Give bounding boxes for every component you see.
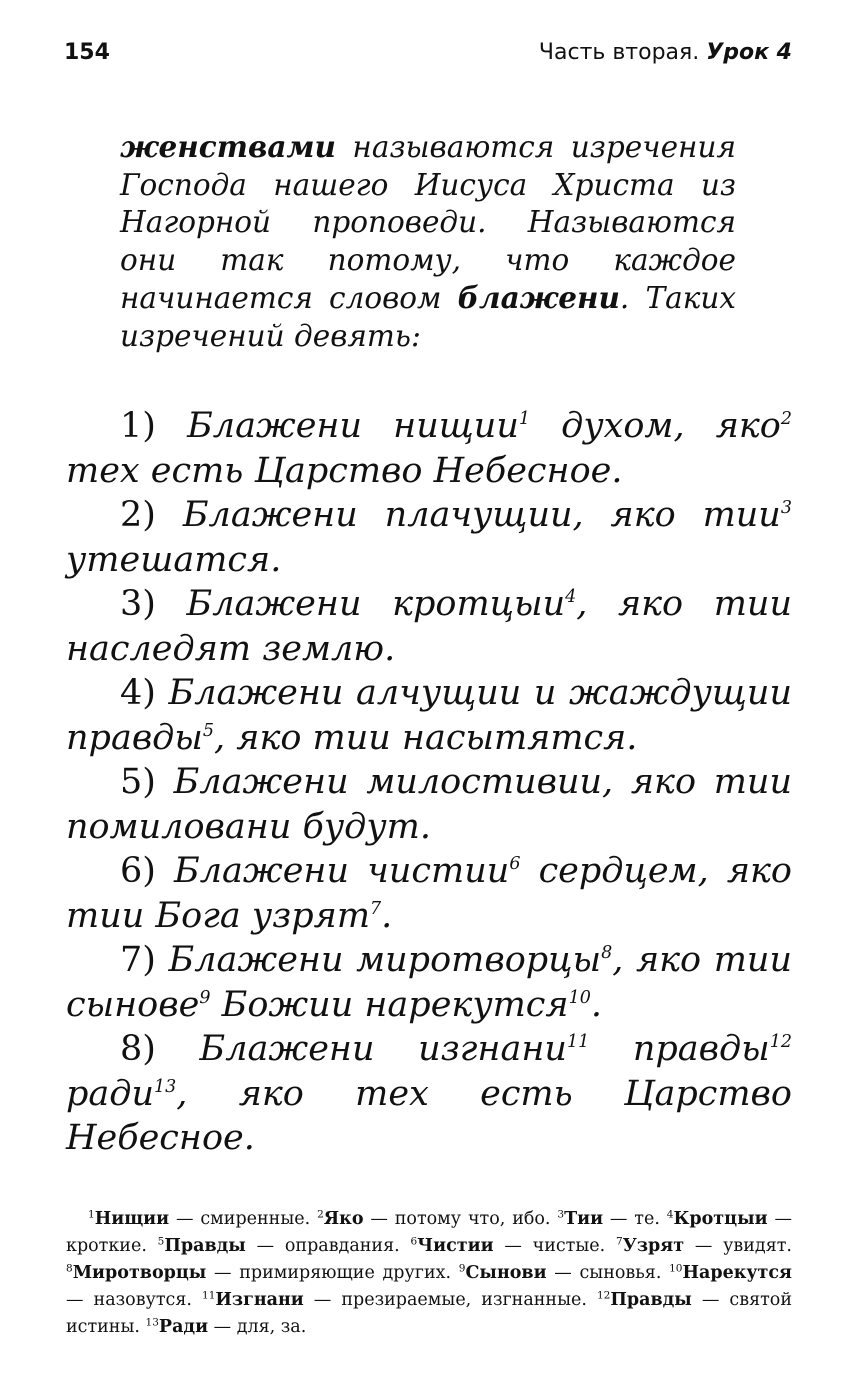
footnote-marker: 9	[199, 987, 211, 1008]
beatitude-item	[66, 849, 792, 938]
footnote-term: Нарекутся	[682, 1263, 792, 1283]
beatitude-text: , яко тии сынове	[66, 940, 792, 1025]
intro-text-2: . Таких изречений девять:	[120, 281, 736, 353]
beatitude-text: Божии нарекутся	[210, 984, 569, 1025]
lesson-title: Урок 4	[706, 40, 792, 65]
footnote-number: 10	[669, 1262, 683, 1275]
footnote-term: Правды	[610, 1290, 692, 1310]
footnote-marker: 5	[202, 720, 215, 741]
footnote-term: Нищии	[94, 1209, 170, 1229]
beatitude-text: ради	[66, 1073, 154, 1114]
footnote-definition: — потому что, ибо.	[363, 1209, 558, 1229]
footnote-marker: 2	[780, 408, 792, 429]
beatitude-text: , яко тех есть Царство Небесное.	[66, 1073, 792, 1158]
footnote-marker: 3	[780, 497, 792, 518]
footnote-number: 2	[317, 1208, 324, 1221]
footnote-definition: — презираемые, изгнанные.	[303, 1290, 597, 1310]
footnote-marker: 13	[154, 1076, 177, 1097]
footnote-term: Правды	[164, 1236, 246, 1256]
footnotes	[66, 1206, 792, 1341]
footnote-marker: 12	[769, 1031, 792, 1052]
footnote-definition: — святой истины.	[66, 1290, 792, 1337]
beatitude-number: 5)	[120, 762, 156, 802]
beatitude-text: Блажени алчущии и жаждущии правды	[66, 673, 792, 758]
footnote-marker: 1	[518, 408, 531, 429]
footnote-number: 12	[596, 1289, 611, 1302]
beatitude-number: 8)	[120, 1029, 156, 1069]
footnote-marker: 6	[509, 853, 521, 874]
beatitude-number: 2)	[120, 495, 156, 535]
beatitude-number: 3)	[120, 584, 156, 624]
beatitudes-list	[66, 404, 792, 1161]
footnote-number: 8	[66, 1262, 73, 1275]
footnote	[146, 1317, 307, 1337]
footnote	[616, 1236, 792, 1256]
footnote-term: Кротцыи	[673, 1209, 768, 1229]
footnote-number: 3	[557, 1208, 565, 1221]
footnote-term: Тии	[564, 1209, 604, 1229]
footnote	[158, 1236, 411, 1256]
beatitude-item	[66, 582, 792, 671]
footnote-marker: 4	[565, 586, 577, 607]
footnote-definition: — те.	[603, 1209, 667, 1229]
footnote-number: 13	[145, 1316, 159, 1329]
footnote-term: Ради	[158, 1317, 209, 1337]
footnote-number: 4	[666, 1208, 674, 1221]
footnote-term: Изгнани	[215, 1290, 304, 1310]
running-head	[539, 40, 792, 65]
intro-term: женствами	[120, 129, 336, 164]
footnote-term: Яко	[323, 1209, 364, 1229]
beatitude-text: Блажени нищии	[155, 406, 519, 446]
beatitude-text: утешатся.	[66, 539, 282, 580]
footnote-term: Чистии	[417, 1236, 494, 1256]
beatitude-item	[66, 671, 792, 760]
footnote	[202, 1290, 597, 1310]
footnote-definition: — примиряющие других.	[206, 1263, 459, 1283]
beatitude-item	[66, 760, 792, 849]
footnote-term: Сынови	[465, 1263, 547, 1283]
intro-keyword: блажени	[457, 280, 620, 315]
footnote	[410, 1236, 616, 1256]
beatitude-text: тех есть Царство Небесное.	[66, 450, 623, 491]
beatitude-text: сердцем, яко тии Бога узрят	[66, 851, 792, 936]
footnote-term: Узрят	[622, 1236, 685, 1256]
intro-text-1: называются изречения Господа нашего Иисуса Христа из Нагорной проповеди. Называются они так потому, что каждое начинается словом	[120, 130, 736, 315]
footnote-number: 6	[410, 1235, 418, 1248]
footnote-definition: — назовутся.	[66, 1290, 203, 1310]
beatitude-number: 1)	[120, 406, 156, 446]
footnote-number: 1	[88, 1208, 95, 1221]
footnote-definition: — оправдания.	[245, 1236, 411, 1256]
beatitude-item	[66, 1027, 792, 1161]
footnote-number: 11	[202, 1289, 216, 1302]
footnote-term: Миротворцы	[72, 1263, 207, 1283]
beatitude-number: 4)	[120, 673, 156, 713]
footnote	[557, 1209, 666, 1229]
beatitude-item	[66, 938, 792, 1027]
beatitude-number: 7)	[120, 940, 156, 980]
footnote-marker: 10	[568, 987, 591, 1008]
beatitude-text: , яко тии наследят землю.	[66, 584, 792, 669]
footnote-definition: — кроткие.	[66, 1209, 792, 1256]
beatitude-item	[66, 493, 792, 582]
beatitude-text: Блажени миротворцы	[155, 940, 602, 980]
section-title: Часть вторая.	[538, 40, 700, 65]
footnote-number: 5	[157, 1235, 165, 1248]
footnote-number: 7	[615, 1235, 623, 1248]
footnote-definition: — сыновья.	[546, 1263, 670, 1283]
page-header	[64, 40, 792, 80]
footnote-number: 9	[458, 1262, 466, 1275]
beatitude-text: .	[590, 984, 603, 1025]
beatitude-text: Блажени милостивии, яко тии помиловани будут.	[66, 762, 792, 847]
beatitude-text: .	[381, 895, 393, 936]
page-number: 154	[64, 40, 110, 65]
beatitude-item	[66, 404, 792, 493]
footnote-definition: — увидят.	[684, 1236, 792, 1256]
footnote	[317, 1209, 557, 1229]
beatitude-text: духом, яко	[530, 406, 781, 446]
footnote-marker: 11	[566, 1031, 590, 1052]
footnote-definition: — смиренные.	[169, 1209, 318, 1229]
footnote-definition: — для, за.	[208, 1317, 307, 1337]
footnote-marker: 8	[601, 942, 613, 963]
footnote	[459, 1263, 669, 1283]
beatitude-text: , яко тии насытятся.	[214, 717, 638, 758]
beatitude-text: Блажени изгнани	[155, 1029, 567, 1069]
footnote-marker: 7	[370, 898, 382, 919]
beatitude-number: 6)	[120, 851, 156, 891]
beatitude-text: Блажени кротцыи	[155, 584, 566, 624]
beatitude-text: Блажени чистии	[155, 851, 510, 891]
intro-paragraph	[120, 128, 736, 355]
beatitude-text: Блажени плачущии, яко тии	[155, 495, 781, 535]
footnote	[88, 1209, 317, 1229]
footnote	[66, 1263, 459, 1283]
beatitude-text: правды	[589, 1029, 770, 1069]
footnote-definition: — чистые.	[493, 1236, 616, 1256]
